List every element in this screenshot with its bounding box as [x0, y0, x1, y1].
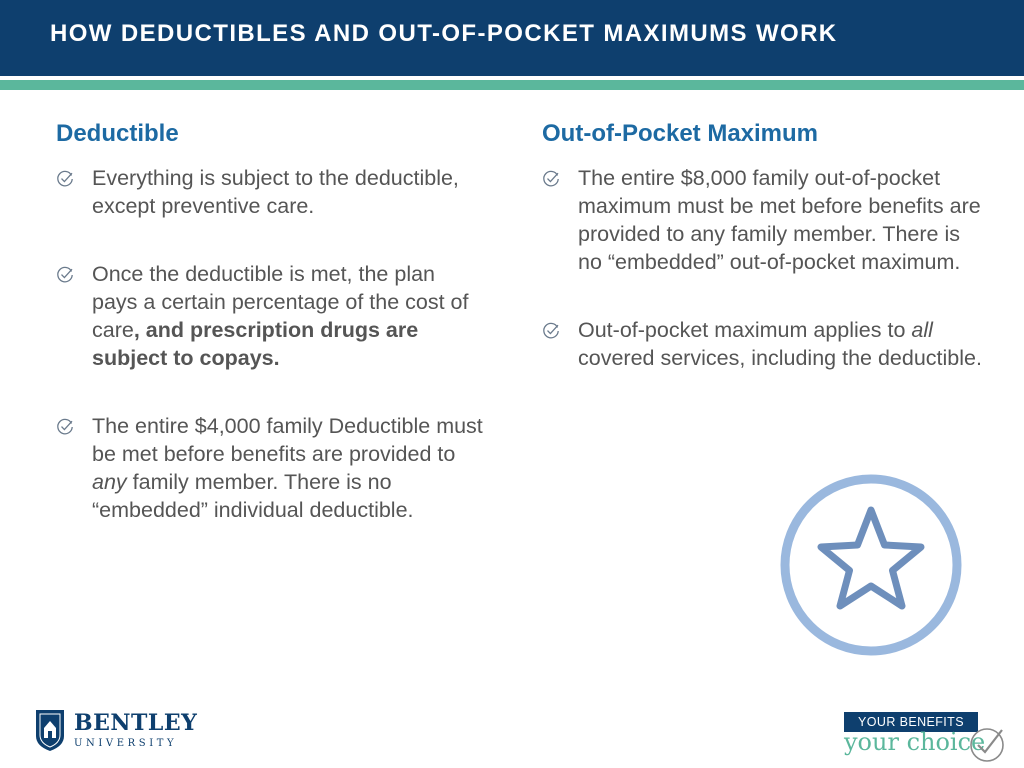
oop-maximum-column: [542, 120, 982, 412]
check-circle-icon: [542, 170, 560, 188]
list-item: [56, 412, 486, 524]
check-circle-icon: [966, 722, 1008, 764]
star-badge: [778, 472, 964, 658]
your-choice-script: your choice: [844, 728, 986, 756]
your-benefits-bar: YOUR BENEFITS: [844, 712, 978, 732]
check-circle-icon: [56, 418, 74, 436]
university-seal-icon: [34, 708, 66, 752]
list-item: [542, 316, 982, 372]
oop-bullet-2: Out-of-pocket maximum applies to all covered services, including the deductible.: [578, 318, 982, 370]
bentley-wordmark: BENTLEY: [74, 710, 198, 736]
deductible-bullet-2: Once the deductible is met, the plan pays a certain percentage of the cost of care, and prescription drugs are subject to copays.: [92, 262, 469, 370]
check-circle-icon: [56, 266, 74, 284]
deductible-bullet-3: The entire $4,000 family Deductible must be met before benefits are provided to any family member. There is no “embedded” individual deductible.: [92, 414, 483, 522]
divider-teal: [0, 80, 1024, 90]
title-bar: [0, 0, 1024, 76]
deductible-heading: Deductible: [56, 120, 179, 147]
page-title: HOW DEDUCTIBLES AND OUT-OF-POCKET MAXIMUMS WORK: [50, 20, 838, 47]
your-benefits-logo: [842, 712, 1010, 768]
list-item: [542, 164, 982, 276]
oop-bullet-1: The entire $8,000 family out-of-pocket maximum must be met before benefits are provided to any family member. There is no “embedded” out-of-pocket maximum.: [578, 166, 981, 274]
list-item: [56, 260, 486, 372]
deductible-bullet-1: Everything is subject to the deductible, except preventive care.: [92, 166, 459, 218]
list-item: [56, 164, 486, 220]
oop-maximum-list: [542, 164, 982, 372]
deductible-list: [56, 164, 486, 524]
check-circle-icon: [542, 322, 560, 340]
bentley-university: UNIVERSITY: [74, 738, 178, 749]
badge-ring: [785, 479, 957, 651]
oop-maximum-heading: Out-of-Pocket Maximum: [542, 120, 819, 147]
deductible-column: [56, 120, 486, 564]
check-circle-icon: [56, 170, 74, 188]
